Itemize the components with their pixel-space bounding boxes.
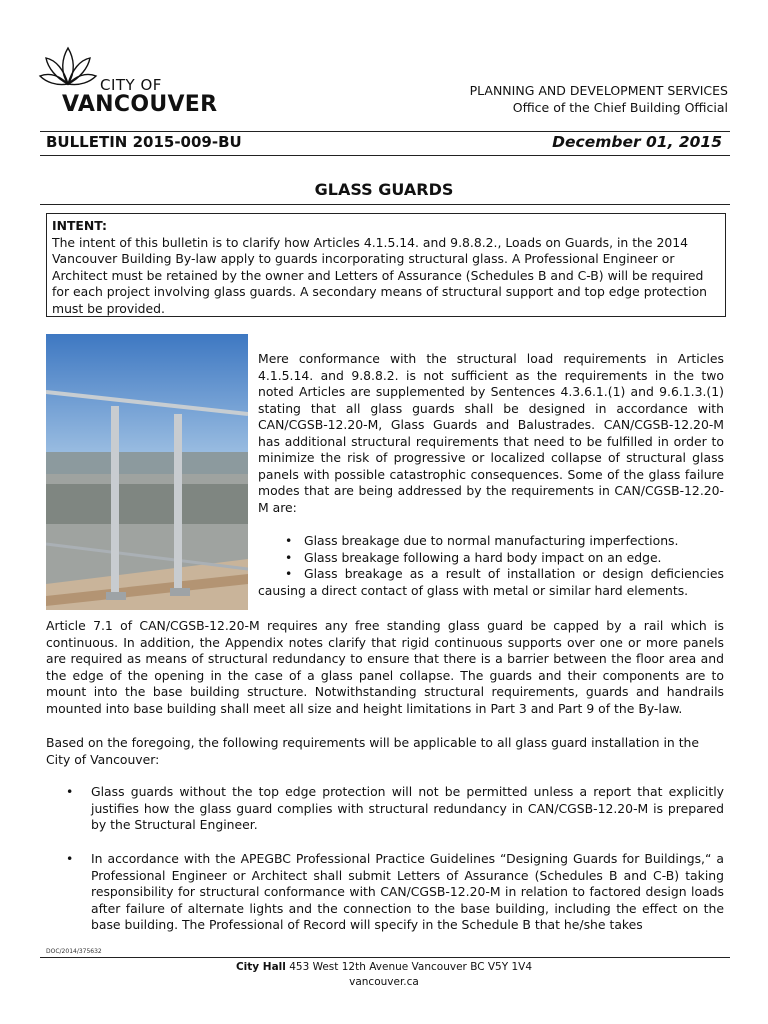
failure-modes-list bbox=[258, 533, 724, 599]
requirement-text: Glass guards without the top edge protection will not be permitted unless a report that explicitly justifies how the glass guard complies with structural redundancy in CAN/CGSB-12.20-M is prepared by the Structural Engineer. bbox=[91, 784, 724, 832]
body-paragraph-2: Article 7.1 of CAN/CGSB-12.20-M requires any free standing glass guard be capped by a rail which is continuous. In addition, the Appendix notes clarify that rigid continuous supports over one or more panels are required as means of structural redundancy to ensure that there is a barrier between the floor area and the edge of the opening in the case of a glass panel collapse. The guards and their components are to mount into the base building structure. Notwithstanding structural requirements, guards and handrails mounted into base building shall meet all size and height limitations in Part 3 and Part 9 of the By-law. bbox=[46, 618, 724, 716]
logo-city-of: CITY OF bbox=[100, 76, 162, 94]
requirement-item bbox=[46, 784, 724, 834]
office-name: Office of the Chief Building Official bbox=[512, 100, 728, 115]
logo-vancouver: VANCOUVER bbox=[62, 92, 218, 117]
list-item bbox=[258, 566, 724, 599]
header-rule-bottom bbox=[40, 155, 730, 156]
bullet-icon: • bbox=[285, 566, 293, 581]
department-block bbox=[470, 82, 728, 116]
body-paragraph-1: Mere conformance with the structural load requirements in Articles 4.1.5.14. and 9.8.8.2. is not sufficient as the requirements in the two noted Articles are supplemented by Sentences 4.3.6.1.(1) and 9.6.1.3.(1) stating that all glass guards shall be designed in accordance with CAN/CGSB-12.20-M, Glass Guards and Balustrades. CAN/CGSB-12.20-M has additional structural requirements that need to be fulfilled in order to minimize the risk of progressive or localized collapse of structural glass panels with possible catastrophic consequences. Some of the glass failure modes that are being addressed by the requirements in CAN/CGSB-12.20-M are: bbox=[258, 351, 724, 515]
intent-box bbox=[46, 213, 726, 317]
footer-rule bbox=[40, 957, 730, 958]
bullet-icon: • bbox=[66, 784, 74, 799]
bullet-icon: • bbox=[66, 851, 74, 866]
body-paragraph-3: Based on the foregoing, the following requirements will be applicable to all glass guard installation in the City of Vancouver: bbox=[46, 735, 700, 767]
department-name: PLANNING AND DEVELOPMENT SERVICES bbox=[469, 83, 728, 98]
list-item bbox=[258, 550, 724, 567]
city-hall-address: 453 West 12th Avenue Vancouver BC V5Y 1V4 bbox=[289, 961, 533, 973]
title-rule bbox=[40, 204, 730, 205]
requirement-text: In accordance with the APEGBC Professional Practice Guidelines “Designing Guards for Buildings,“ a Professional Engineer or Architect shall submit Letters of Assurance (Schedules B and C-B) taking responsibility for structural conformance with CAN/CGSB-12.20-M in relation to factored design loads after failure of alternate lights and the connection to the base building, including the effect on the base building. The Professional of Record will specify in the Schedule B that he/she takes bbox=[91, 851, 724, 932]
bulletin-date: December 01, 2015 bbox=[552, 133, 722, 151]
footer-website[interactable]: vancouver.ca bbox=[349, 976, 419, 988]
bullet-icon: • bbox=[285, 533, 293, 548]
list-item-text: Glass breakage following a hard body impact on an edge. bbox=[304, 549, 662, 565]
bullet-icon: • bbox=[285, 549, 293, 565]
header-rule-top bbox=[40, 131, 730, 132]
list-item bbox=[258, 533, 724, 550]
bulletin-number: BULLETIN 2015-009-BU bbox=[46, 133, 242, 151]
footer bbox=[0, 960, 768, 990]
intent-heading: INTENT: bbox=[52, 218, 107, 233]
photo-illustration bbox=[46, 334, 248, 610]
intent-text: The intent of this bulletin is to clarify how Articles 4.1.5.14. and 9.8.8.2., Loads on Guards, in the 2014 Vancouver Building By-law apply to guards incorporating structural glass. A Professional Engineer or Architect must be retained by the owner and Letters of Assurance (Schedules B and C-B) will be required for each project involving glass guards. A secondary means of structural support and top edge protection must be provided. bbox=[52, 234, 708, 316]
city-hall-label: City Hall bbox=[235, 961, 286, 973]
city-logo bbox=[38, 42, 218, 122]
document-reference: DOC/2014/375632 bbox=[46, 948, 102, 955]
page-title: GLASS GUARDS bbox=[314, 180, 454, 199]
list-item-text: Glass breakage as a result of installation or design deficiencies causing a direct contact of glass with metal or similar hard elements. bbox=[258, 566, 724, 598]
footer-address-line bbox=[0, 960, 768, 975]
requirement-item bbox=[46, 851, 724, 934]
list-item-text: Glass breakage due to normal manufacturing imperfections. bbox=[304, 533, 679, 548]
glass-guard-photo bbox=[46, 334, 248, 610]
